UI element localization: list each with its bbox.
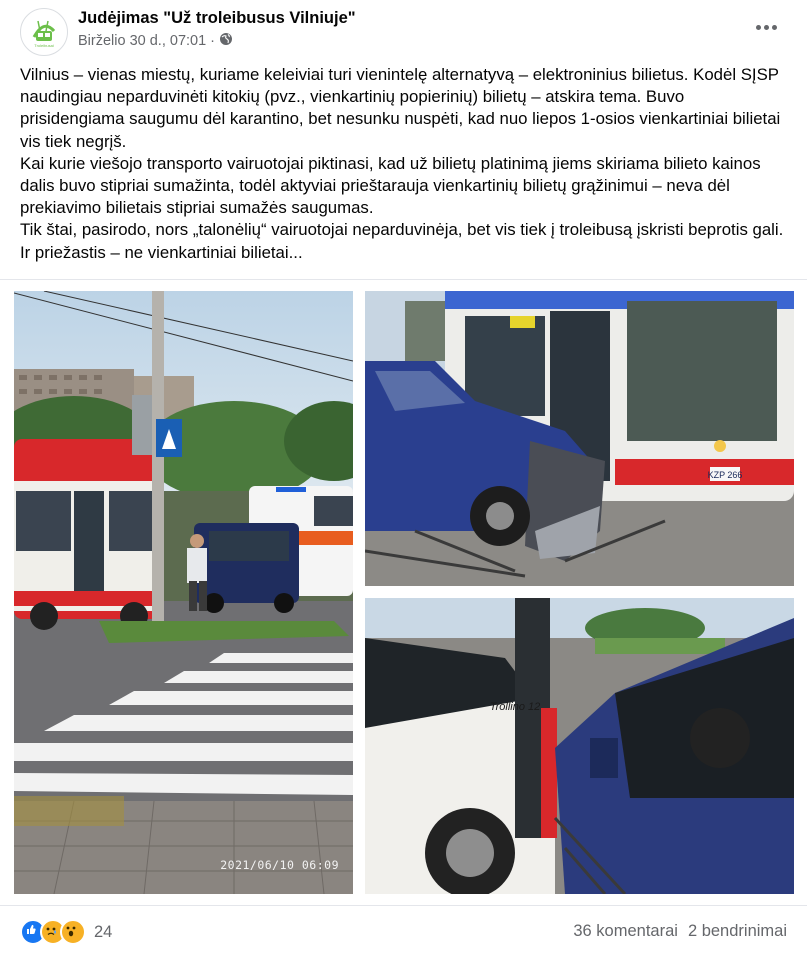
bus-model-label: Trollino 12 xyxy=(489,701,541,713)
divider xyxy=(0,279,807,280)
globe-icon xyxy=(219,32,233,50)
post-paragraph: Tik štai, pasirodo, nors „talonėlių“ vairuotojai neparduvinėja, bet vis tiek į troleibusą įskristi beprotis gali. Ir priežastis – ne vienkartiniai bilietai... xyxy=(20,220,784,262)
post-meta xyxy=(78,32,233,50)
bus-plate: KZP 266 xyxy=(707,470,743,480)
post-paragraph: Vilnius – vienas miestų, kuriame keleiviai turi vienintelę alternatyvą – elektroninius bilietus. Kodėl SĮSP naudingiau neparduvinėti kitokių (pvz., vienkartinių popierinių) bilietų – atskira tema. Buvo prisidengiama saugumu dėl karantino, bet nesunku nuspėti, kad nuo liepos 1-osios vienkartiniai bilietai vis tiek negrįš. xyxy=(20,65,781,151)
post-header xyxy=(0,0,807,60)
divider xyxy=(0,905,807,906)
post-date-link[interactable]: Birželio 30 d., 07:01 xyxy=(78,33,207,49)
photo-timestamp: 2021/06/10 06:09 xyxy=(220,858,339,872)
post-body xyxy=(20,64,790,264)
page-avatar[interactable] xyxy=(20,8,68,56)
reaction-count[interactable]: 24 xyxy=(94,922,113,941)
shares-count-link[interactable]: 2 bendrinimai xyxy=(687,922,787,940)
page-name-link[interactable]: Judėjimas "Už troleibusus Vilniuje" xyxy=(78,9,356,27)
post-stats xyxy=(573,922,787,941)
svg-text:Troleibusai: Troleibusai xyxy=(34,43,54,48)
meta-separator: · xyxy=(210,33,216,49)
reactions-summary[interactable] xyxy=(20,918,112,946)
comments-count-link[interactable]: 36 komentarai xyxy=(573,922,678,940)
post-paragraph: Kai kurie viešojo transporto vairuotojai piktinasi, kad už bilietų platinimą jiems skiriama bilieto kainos dalis buvo stipriai sumažinta, todėl aktyviai prieštarauja vienkartinių bilietų grąžinimui – neva dėl prekiavimo bilietais stipriai sumažės saugumas. xyxy=(20,153,761,218)
photo-crash-side[interactable] xyxy=(365,598,794,894)
wow-reaction-icon xyxy=(60,919,86,945)
photo-street-scene[interactable] xyxy=(14,291,353,894)
more-options-icon[interactable] xyxy=(753,14,779,40)
photo-crash-front[interactable] xyxy=(365,291,794,586)
